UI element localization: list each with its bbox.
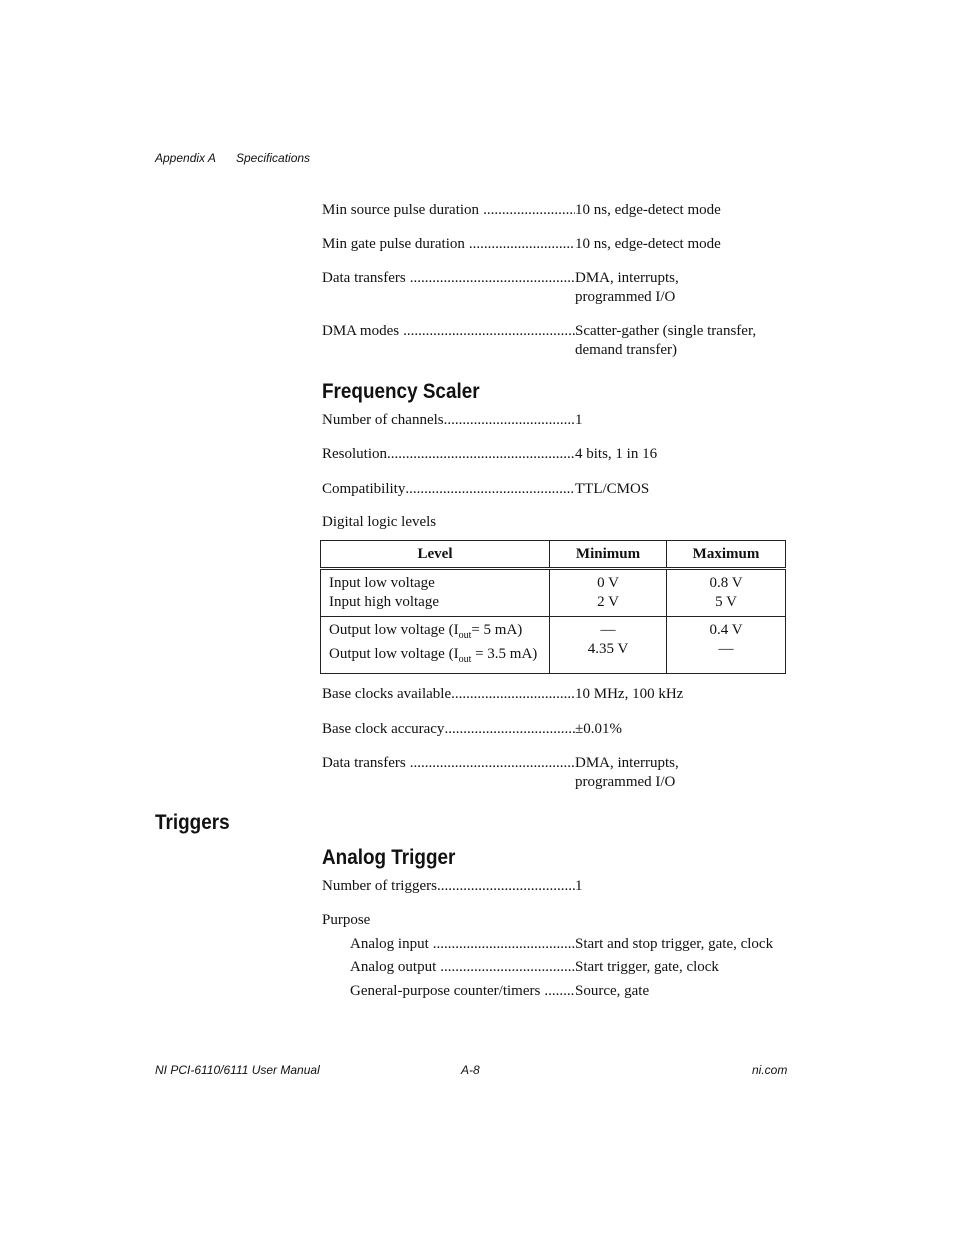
table-row: [321, 617, 786, 674]
spec-value: 1: [575, 878, 583, 894]
spec-value-cont: programmed I/O: [575, 774, 676, 790]
spec-value: DMA, interrupts,: [575, 755, 679, 771]
spec-label: Analog output: [350, 959, 437, 975]
level-subscript: out: [458, 654, 472, 665]
level-subscript: out: [458, 630, 472, 641]
leader-dots: [444, 411, 575, 430]
leader-dots: [410, 269, 575, 288]
col-header-level: Level: [321, 541, 550, 569]
level-text-part: Output low voltage (I: [329, 622, 459, 638]
spec-min-source-pulse: [322, 201, 786, 220]
leader-dots: [469, 235, 575, 254]
section-title-triggers: Triggers: [155, 811, 230, 834]
leader-dots: [483, 201, 575, 220]
minimum-cell: [550, 569, 667, 617]
footer-site-link[interactable]: ni.com: [752, 1063, 788, 1077]
purpose-analog-input: [350, 935, 786, 954]
spec-label: Min gate pulse duration: [322, 236, 465, 252]
spec-value: TTL/CMOS: [575, 481, 650, 497]
spec-label: Data transfers: [322, 755, 406, 771]
leader-dots: [437, 877, 575, 896]
spec-min-gate-pulse: [322, 235, 786, 254]
spec-base-clock-accuracy: [322, 720, 786, 739]
digital-logic-levels-label: Digital logic levels: [322, 514, 437, 530]
spec-compatibility: [322, 480, 786, 499]
leader-dots: [433, 935, 575, 954]
leader-dots: [410, 754, 575, 773]
spec-value: Scatter-gather (single transfer,: [575, 323, 757, 339]
footer-manual-title: NI PCI-6110/6111 User Manual: [155, 1063, 320, 1077]
level-text: Input high voltage: [329, 594, 439, 610]
spec-data-transfers-2: [322, 754, 786, 792]
spec-value-cont: programmed I/O: [575, 289, 676, 305]
leader-dots: [440, 958, 575, 977]
level-text-part: Output low voltage (I: [329, 646, 459, 662]
col-header-maximum: Maximum: [667, 541, 786, 569]
max-value: 0.4 V: [709, 622, 743, 638]
spec-label: Data transfers: [322, 270, 406, 286]
level-cell: [321, 617, 550, 674]
spec-value: Source, gate: [575, 983, 650, 999]
min-value: —: [600, 622, 616, 638]
min-value: 0 V: [597, 575, 619, 591]
spec-resolution: [322, 445, 786, 464]
spec-value: ±0.01%: [575, 721, 622, 737]
minimum-cell: [550, 617, 667, 674]
level-text: Input low voltage: [329, 575, 435, 591]
level-text: [329, 645, 549, 669]
spec-label: Compatibility: [322, 481, 406, 497]
spec-value: 10 MHz, 100 kHz: [575, 686, 684, 702]
spec-number-of-channels: [322, 411, 786, 430]
spec-label: Number of triggers: [322, 878, 437, 894]
level-cell: [321, 569, 550, 617]
spec-value: Start trigger, gate, clock: [575, 959, 719, 975]
spec-value: 10 ns, edge-detect mode: [575, 236, 721, 252]
spec-value: DMA, interrupts,: [575, 270, 679, 286]
leader-dots: [387, 445, 575, 464]
spec-label: Base clocks available: [322, 686, 452, 702]
spec-value: 4 bits, 1 in 16: [575, 446, 658, 462]
spec-label: DMA modes: [322, 323, 400, 339]
header-appendix: Appendix A: [155, 151, 216, 165]
maximum-cell: [667, 617, 786, 674]
spec-label: Number of channels: [322, 412, 444, 428]
level-text-part: = 3.5 mA): [471, 646, 538, 662]
max-value: 5 V: [715, 594, 737, 610]
footer-page-number: A-8: [461, 1063, 480, 1077]
max-value: 0.8 V: [709, 575, 743, 591]
section-title-frequency-scaler: Frequency Scaler: [322, 380, 480, 403]
spec-label: Analog input: [350, 936, 429, 952]
leader-dots: [451, 685, 575, 704]
spec-dma-modes: [322, 322, 786, 360]
leader-dots: [405, 480, 575, 499]
purpose-gp-counter-timers: [350, 982, 786, 1001]
leader-dots: [403, 322, 575, 341]
spec-label: Resolution: [322, 446, 388, 462]
digital-logic-table: [320, 540, 786, 674]
table-row: [321, 569, 786, 617]
spec-number-of-triggers: [322, 877, 786, 896]
min-value: 2 V: [597, 594, 619, 610]
spec-label: General-purpose counter/timers: [350, 983, 541, 999]
spec-value: Start and stop trigger, gate, clock: [575, 936, 774, 952]
table-header-row: [321, 541, 786, 569]
maximum-cell: [667, 569, 786, 617]
col-header-minimum: Minimum: [550, 541, 667, 569]
spec-base-clocks-available: [322, 685, 786, 704]
min-value: 4.35 V: [587, 641, 629, 657]
spec-value-cont: demand transfer): [575, 342, 678, 358]
max-value: —: [718, 641, 734, 657]
spec-label: Base clock accuracy: [322, 721, 445, 737]
level-text: [329, 621, 549, 645]
level-text-part: = 5 mA): [471, 622, 523, 638]
purpose-analog-output: [350, 958, 786, 977]
leader-dots: [544, 982, 575, 1001]
spec-data-transfers: [322, 269, 786, 307]
header-section: Specifications: [236, 151, 311, 165]
leader-dots: [444, 720, 575, 739]
purpose-label: Purpose: [322, 912, 371, 928]
spec-value: 1: [575, 412, 583, 428]
spec-label: Min source pulse duration: [322, 202, 480, 218]
section-title-analog-trigger: Analog Trigger: [322, 846, 456, 869]
spec-value: 10 ns, edge-detect mode: [575, 202, 721, 218]
